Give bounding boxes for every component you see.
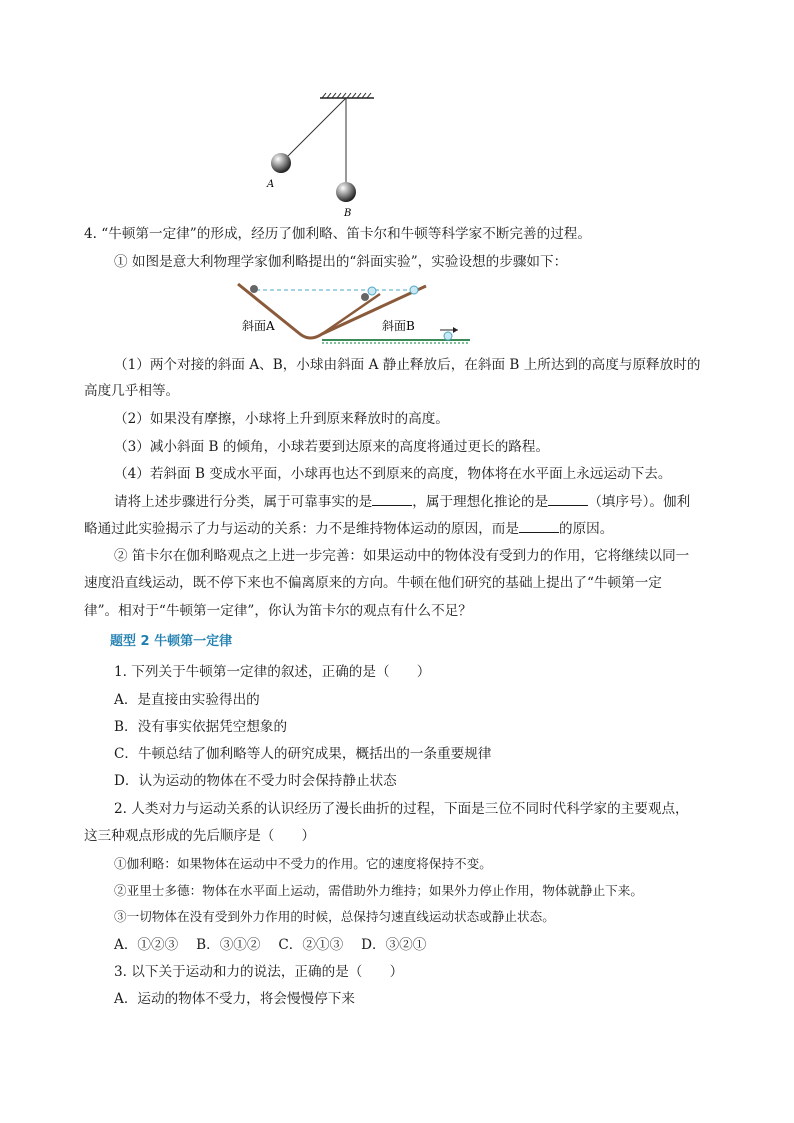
label-b: B: [344, 208, 352, 219]
ball-incline-shallow: [410, 286, 418, 294]
part-2-line-1: ② 笛卡尔在伽利略观点之上进一步完善：如果运动中的物体没有受到力的作用，它将继续以同一: [114, 548, 690, 564]
mc2-stem-line-2: 这三种观点形成的先后顺序是（ ）: [84, 828, 316, 844]
mc2-viewpoint-1: ①伽利略：如果物体在运动中不受力的作用。它的速度将保持不变。: [114, 856, 492, 871]
incline-experiment-figure: [230, 280, 480, 348]
classify-text-1: 请将上述步骤进行分类，属于可靠事实的是: [114, 494, 373, 510]
part-2-line-2: 速度沿直线运动，既不停下来也不偏离原来的方向。牛顿在他们研究的基础上提出了“牛顿第一定: [84, 575, 662, 591]
mc2-stem-line-1: 2. 人类对力与运动关系的认识经历了漫长曲折的过程，下面是三位不同时代科学家的主要观点，: [114, 801, 689, 817]
ceiling-support: [320, 93, 374, 98]
classify-text-2: ，属于理想化推论的是: [412, 494, 549, 510]
step-1-line-2: 高度几乎相等。: [84, 383, 180, 399]
question-4-part1-intro: ① 如图是意大利物理学家伽利略提出的“斜面实验”，实验设想的步骤如下：: [114, 254, 568, 270]
label-a: A: [267, 179, 275, 190]
part-2-line-3: 律”。相对于“牛顿第一定律”，你认为笛卡尔的观点有什么不足？: [84, 603, 472, 619]
ball-a: [271, 153, 291, 173]
incline-b-label: 斜面B: [382, 319, 415, 333]
mc2-options: A．①②③ B．③①② C．②①③ D．③②①: [114, 937, 427, 953]
step-2: （2）如果没有摩擦，小球将上升到原来释放时的高度。: [114, 411, 449, 427]
pendulum-figure: [250, 90, 390, 220]
ball-start: [250, 285, 258, 293]
mc1-option-c: C．牛顿总结了伽利略等人的研究成果，概括出的一条重要规律: [114, 746, 492, 762]
classify-question-line-2: [84, 519, 714, 539]
question-4-stem: 4. “牛顿第一定律”的形成，经历了伽利略、笛卡尔和牛顿等科学家不断完善的过程。: [84, 226, 591, 242]
mc3-option-a: A．运动的物体不受力，将会慢慢停下来: [114, 991, 355, 1007]
step-1-line-1: （1）两个对接的斜面 A、B，小球由斜面 A 静止释放后，在斜面 B 上所达到的高度与原释放时的: [114, 357, 701, 373]
classify-text-3: （填序号）。伽利: [588, 494, 691, 510]
answer-blank-force-role[interactable]: [519, 520, 559, 533]
ball-b: [336, 182, 356, 202]
mc1-option-b: B．没有事实依据凭空想象的: [114, 719, 288, 735]
mc1-option-d: D．认为运动的物体在不受力时会保持静止状态: [114, 773, 397, 789]
classify-text-4: 略通过此实验揭示了力与运动的关系：力不是维持物体运动的原因，而是: [84, 521, 519, 537]
mc2-viewpoint-2: ②亚里士多德：物体在水平面上运动，需借助外力维持；如果外力停止作用，物体就静止下来。: [114, 883, 643, 898]
incline-a-label: 斜面A: [242, 319, 275, 333]
answer-blank-facts[interactable]: [372, 493, 412, 506]
ball-horizontal: [444, 332, 452, 340]
step-4: （4）若斜面 B 变成水平面，小球再也达不到原来的高度，物体将在水平面上永远运动下去。: [114, 466, 672, 482]
incline-b-alt-surface: [322, 294, 380, 334]
mc3-stem: 3. 以下关于运动和力的说法，正确的是（ ）: [114, 964, 404, 980]
ball-incline-b: [368, 287, 376, 295]
step-3: （3）减小斜面 B 的倾角，小球若要到达原来的高度将通过更长的路程。: [114, 439, 550, 455]
answer-blank-inferences[interactable]: [548, 493, 588, 506]
mc1-stem: 1. 下列关于牛顿第一定律的叙述，正确的是（ ）: [114, 664, 431, 680]
section-title: 题型 2 牛顿第一定律: [110, 634, 233, 649]
ball-incline-steep: [361, 293, 369, 301]
string-a: [288, 98, 346, 156]
classify-question-line-1: [114, 492, 744, 512]
mc2-viewpoint-3: ③一切物体在没有受到外力作用的时候，总保持匀速直线运动状态或静止状态。: [114, 909, 555, 924]
classify-text-5: 的原因。: [559, 521, 614, 537]
mc1-option-a: A．是直接由实验得出的: [114, 692, 260, 708]
